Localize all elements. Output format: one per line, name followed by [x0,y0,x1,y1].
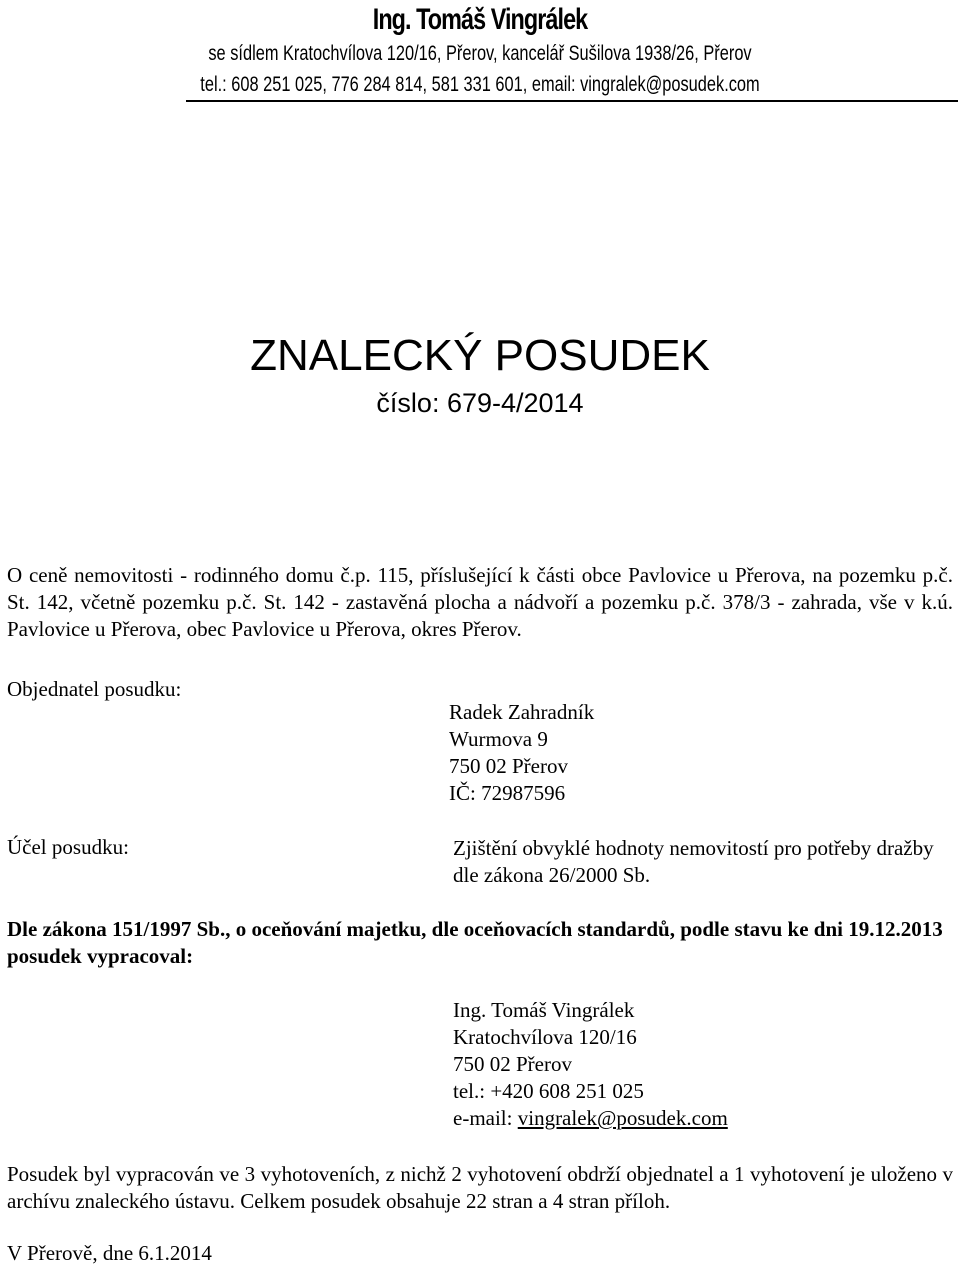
client-details [449,699,594,807]
author-details [453,997,728,1132]
client-city: 750 02 Přerov [449,754,568,778]
author-city: 750 02 Přerov [453,1052,572,1076]
client-label: Objednatel posudku: [7,677,182,701]
copies-note: Posudek byl vypracován ve 3 vyhotoveních, z nichž 2 vyhotovení obdrží objednatel a 1 vyhotovení je uloženo v archívu znaleckého ústavu. Celkem posudek obsahuje 22 stran a 4 stran příloh. [7,1162,953,1213]
author-email-line [453,1105,728,1132]
author-email-label: e-mail: [453,1106,518,1130]
place-and-date: V Přerově, dne 6.1.2014 [7,1241,212,1265]
purpose-label: Účel posudku: [7,835,129,859]
document-title: ZNALECKÝ POSUDEK [250,331,710,380]
author-name: Ing. Tomáš Vingrálek [453,998,635,1022]
author-email-link[interactable]: vingralek@posudek.com [517,1106,728,1130]
author-street: Kratochvílova 120/16 [453,1025,637,1049]
expert-contact: tel.: 608 251 025, 776 284 814, 581 331 601, email: vingralek@posudek.com [200,73,760,96]
client-street: Wurmova 9 [449,727,548,751]
document-number: číslo: 679-4/2014 [376,388,584,418]
legal-basis-statement: Dle zákona 151/1997 Sb., o oceňování majetku, dle oceňovacích standardů, podle stavu ke dni 19.12.2013 posudek vypracoval: [7,917,943,968]
expert-name-heading: Ing. Tomáš Vingrálek [372,3,588,36]
header-divider [186,100,958,102]
purpose-text: Zjištění obvyklé hodnoty nemovitostí pro potřeby dražby dle zákona 26/2000 Sb. [453,836,934,887]
expert-address: se sídlem Kratochvílova 120/16, Přerov, kancelář Sušilova 1938/26, Přerov [208,42,752,65]
client-name: Radek Zahradník [449,700,595,724]
valuation-subject: O ceně nemovitosti - rodinného domu č.p. 115, příslušející k části obce Pavlovice u Přerova, na pozemku p.č. St. 142, včetně pozemku p.č. St. 142 - zastavěná plocha a nádvoří a pozemku p.č. 378/3 - zahrada, vše v k.ú. Pavlovice u Přerova, obec Pavlovice u Přerova, okres Přerov. [7,563,953,641]
author-phone: tel.: +420 608 251 025 [453,1079,644,1103]
client-ico: IČ: 72987596 [449,781,566,805]
